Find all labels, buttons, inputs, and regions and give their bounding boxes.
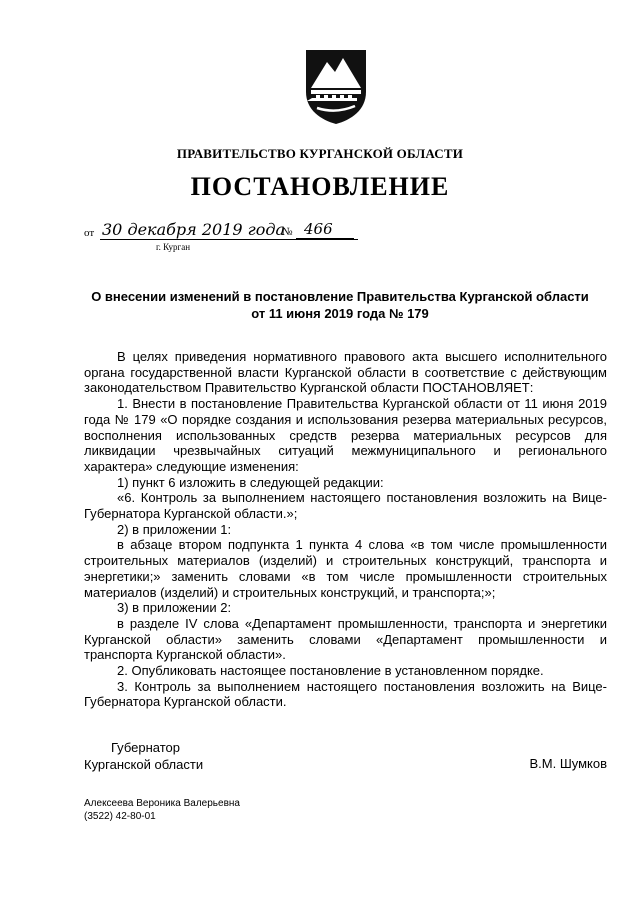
signatory-title — [84, 739, 203, 773]
body-paragraph: в абзаце втором подпункта 1 пункта 4 слова «в том числе промышленности строительных материалов (изделий) и строительных конструкций, транспорта и энергетики;» заменить словами «в том числе промышленности строительных материалов (изделий) и строительных конструкций, и транспорта;»; — [84, 537, 607, 600]
body-paragraph: 3. Контроль за выполнением настоящего постановления возложить на Вице-Губернатора Курганской области. — [84, 678, 607, 710]
executor-info — [84, 797, 240, 823]
body-paragraph: 3) в приложении 2: — [117, 600, 232, 616]
city-label: г. Курган — [156, 242, 191, 252]
body-paragraph: В целях приведения нормативного правового акта высшего исполнительного органа государственной власти Курганской области в соответствие с действующим законодательством Правительство Курганской области ПОСТАНОВЛЯЕТ: — [84, 349, 607, 396]
body-paragraph: 1) пункт 6 изложить в следующей редакции: — [117, 474, 384, 490]
date-number-line — [84, 220, 384, 260]
kurgan-coat-of-arms-emblem — [303, 48, 369, 126]
document-type-title: ПОСТАНОВЛЕНИЕ — [190, 172, 450, 201]
executor-name: Алексеева Вероника Валерьевна — [84, 798, 240, 809]
date-prefix-label: от — [84, 227, 95, 239]
organization-name: ПРАВИТЕЛЬСТВО КУРГАНСКОЙ ОБЛАСТИ — [176, 146, 464, 161]
signatory-title-line1: Губернатор — [111, 740, 180, 755]
signatory-title-line2: Курганской области — [84, 757, 204, 772]
signatory-name: В.М. Шумков — [529, 756, 607, 771]
document-body — [84, 349, 607, 710]
body-paragraph: 2. Опубликовать настоящее постановление в установленном порядке. — [117, 663, 544, 679]
body-paragraph: в разделе IV слова «Департамент промышленности, транспорта и энергетики Курганской области» заменить словами «Департамент промышленности и транспорта Курганской области». — [84, 615, 607, 663]
handwritten-date: 30 декабря 2019 года — [100, 220, 358, 240]
document-subject: О внесении изменений в постановление Правительства Курганской области от 11 июня 2019 года № 179 — [91, 289, 589, 321]
body-paragraph: 1. Внести в постановление Правительства Курганской области от 11 июня 2019 года № 179 «О порядке создания и использования резерва материальных ресурсов, восполнения использованных средств резерва материальных ресурсов для ликвидации чрезвычайных ситуаций межмуниципального и регионального характера» следующие изменения: — [84, 396, 607, 474]
number-sign-label: № — [282, 226, 293, 238]
body-paragraph: 2) в приложении 1: — [117, 521, 232, 537]
body-paragraph: «6. Контроль за выполнением настоящего постановления возложить на Вице-Губернатора Курганской области.»; — [84, 490, 607, 522]
handwritten-document-number: 466 — [296, 220, 354, 239]
executor-phone: (3522) 42-80-01 — [84, 811, 156, 822]
